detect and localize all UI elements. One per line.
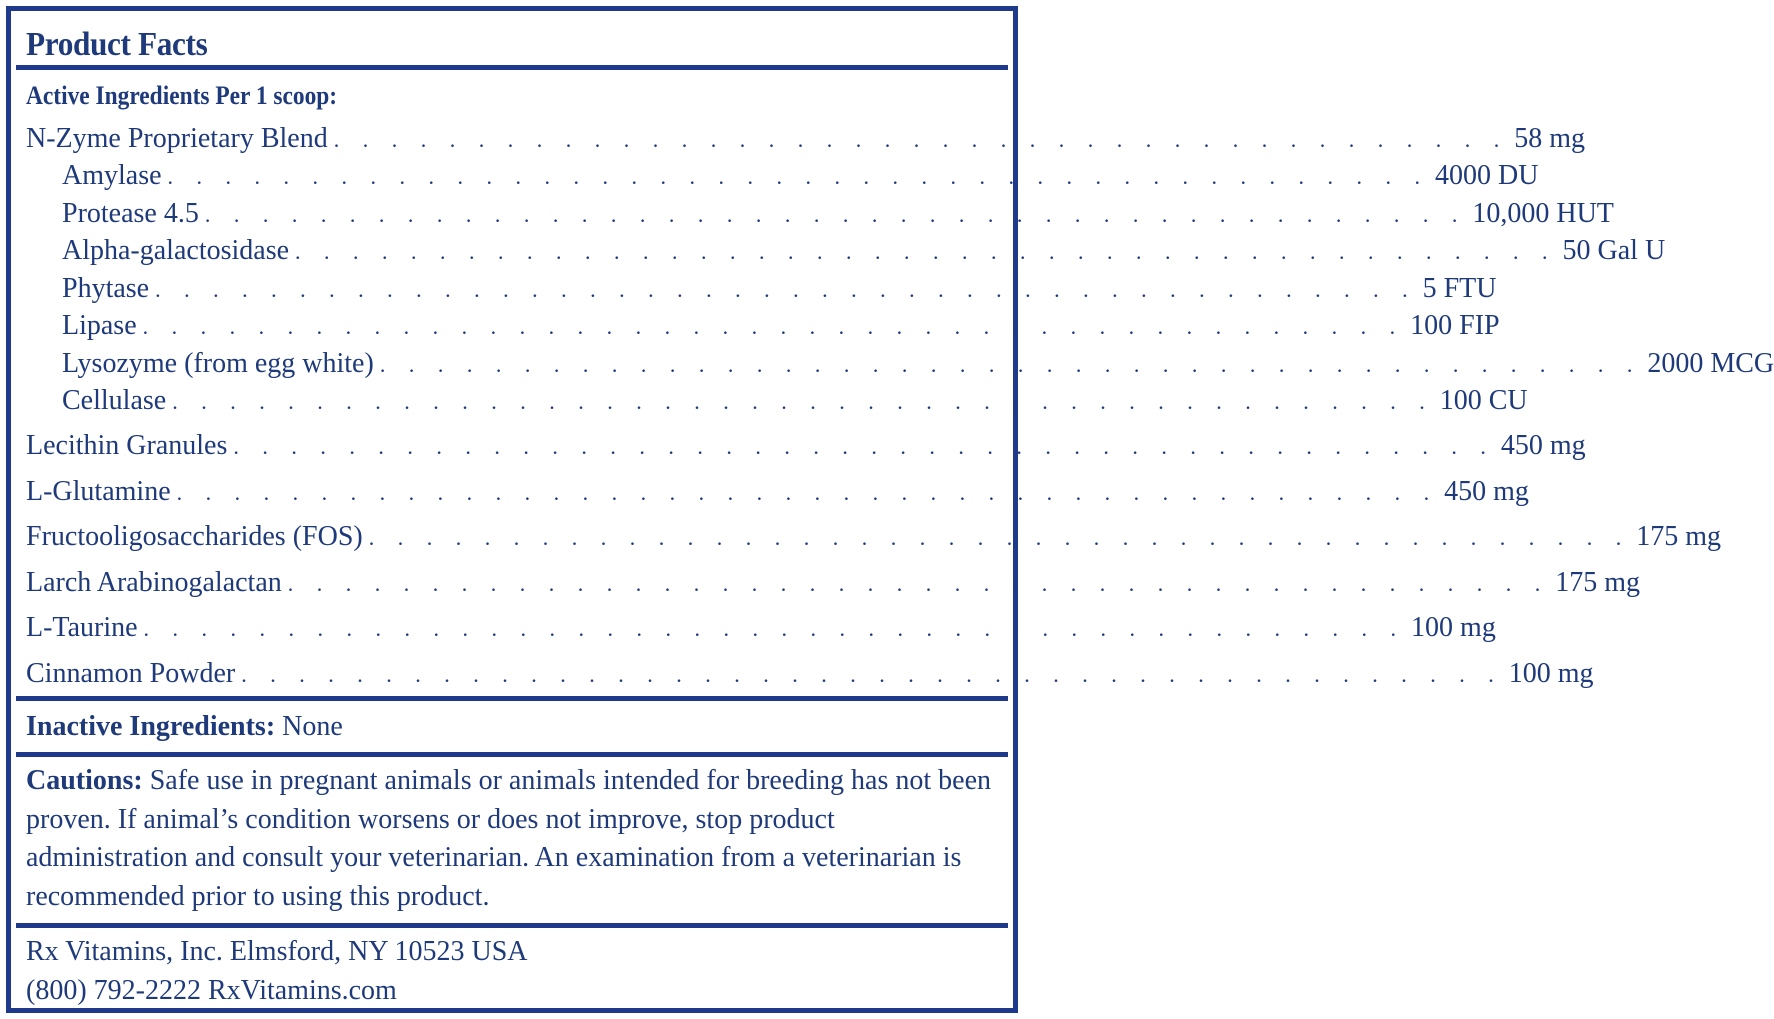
ingredient-row	[26, 657, 1594, 691]
ingredient-name: Phytase	[62, 273, 150, 304]
ingredient-name: N-Zyme Proprietary Blend	[26, 123, 328, 154]
company-contact: (800) 792-2222 RxVitamins.com	[26, 975, 397, 1006]
leader-dots: . . . . . . . . . . . . . . . . . . . . . . . . . . . . . . . . . . . . . . . . . . . .	[172, 389, 1434, 414]
leader-dots: . . . . . . . . . . . . . . . . . . . . . . . . . . . . . . . . . . . . . . . . . . . .	[167, 164, 1430, 189]
cautions-rule	[16, 923, 1008, 928]
ingredient-name: Lecithin Granules	[26, 430, 228, 461]
ingredient-row	[62, 159, 1539, 193]
ingredient-name: Alpha-galactosidase	[62, 235, 290, 266]
leader-dots: . . . . . . . . . . . . . . . . . . . . . . . . . . . . . . . . . . . . . . . . . . . .	[287, 571, 1550, 596]
ingredient-amount: 58 mg	[1514, 123, 1585, 154]
ingredient-row	[26, 520, 1721, 554]
leader-dots: . . . . . . . . . . . . . . . . . . . . . . . . . . . . . . . . . . . . . . . . . . . .	[379, 352, 1642, 377]
leader-dots: . . . . . . . . . . . . . . . . . . . . . . . . . . . . . . . . . . . . . . . . . . . .	[233, 434, 1495, 459]
leader-dots: . . . . . . . . . . . . . . . . . . . . . . . . . . . . . . . . . . . . . . . . . . . .	[176, 480, 1439, 505]
ingredient-name: Lipase	[62, 310, 137, 341]
leader-dots: . . . . . . . . . . . . . . . . . . . . . . . . . . . . . . . . . . . . . . . . . . . .	[241, 662, 1503, 687]
ingredient-amount: 4000 DU	[1435, 160, 1539, 191]
leader-dots: . . . . . . . . . . . . . . . . . . . . . . . . . . . . . . . . . . . . . . . . . . . .	[155, 277, 1417, 302]
leader-dots: . . . . . . . . . . . . . . . . . . . . . . . . . . . . . . . . . . . . . . . . . . . .	[368, 525, 1631, 550]
ingredient-name: Lysozyme (from egg white)	[62, 348, 374, 379]
ingredient-row	[26, 566, 1641, 600]
ingredient-amount: 100 FIP	[1410, 310, 1500, 341]
ingredient-row	[62, 347, 1774, 381]
ingredient-row	[26, 122, 1585, 156]
ingredient-amount: 50 Gal U	[1562, 235, 1666, 266]
cautions-text: Safe use in pregnant animals or animals intended for breeding has not been proven. If animal’s condition worsens or does not improve, stop product administration and consult your veterinarian. An examination from a veterinarian is recommended prior to using this product.	[26, 765, 992, 912]
ingredient-amount: 175 mg	[1636, 521, 1721, 552]
ingredient-amount: 450 mg	[1444, 476, 1529, 507]
title-rule	[16, 65, 1008, 70]
cautions-label: Cautions:	[26, 765, 143, 796]
inactive-label: Inactive Ingredients:	[26, 711, 276, 742]
ingredient-name: Amylase	[62, 160, 162, 191]
panel-title: Product Facts	[26, 26, 208, 63]
ingredient-amount: 100 CU	[1439, 385, 1528, 416]
ingredient-name: Fructooligosaccharides (FOS)	[26, 521, 363, 552]
ingredient-name: Cellulase	[62, 385, 167, 416]
leader-dots: . . . . . . . . . . . . . . . . . . . . . . . . . . . . . . . . . . . . . . . . . . . .	[143, 616, 1406, 641]
ingredient-row	[26, 475, 1529, 509]
ingredient-amount: 450 mg	[1500, 430, 1586, 461]
inactive-rule	[16, 752, 1008, 757]
ingredient-amount: 5 FTU	[1422, 273, 1497, 304]
ingredient-row	[62, 234, 1666, 268]
ingredient-row	[62, 197, 1614, 231]
leader-dots: . . . . . . . . . . . . . . . . . . . . . . . . . . . . . . . . . . . . . . . . . . . .	[142, 314, 1405, 339]
ingredient-amount: 10,000 HUT	[1472, 198, 1614, 229]
leader-dots: . . . . . . . . . . . . . . . . . . . . . . . . . . . . . . . . . . . . . . . . .	[333, 127, 1509, 152]
ingredient-row	[62, 384, 1528, 418]
cautions-section	[26, 762, 1001, 916]
ingredient-name: L-Glutamine	[26, 476, 171, 507]
ingredient-row	[26, 429, 1586, 463]
ingredient-amount: 2000 MCG	[1647, 348, 1774, 379]
leader-dots: . . . . . . . . . . . . . . . . . . . . . . . . . . . . . . . . . . . . . . . . . . . .	[295, 239, 1557, 264]
inactive-ingredients-text	[26, 708, 343, 746]
leader-dots: . . . . . . . . . . . . . . . . . . . . . . . . . . . . . . . . . . . . . . . . . . . .	[204, 202, 1467, 227]
ingredient-row	[62, 309, 1500, 343]
ingredient-name: Larch Arabinogalactan	[26, 567, 282, 598]
ingredient-amount: 175 mg	[1555, 567, 1641, 598]
ingredients-rule	[16, 696, 1008, 701]
ingredient-name: Protease 4.5	[62, 198, 199, 229]
ingredient-amount: 100 mg	[1508, 658, 1594, 689]
inactive-value: None	[282, 711, 343, 742]
ingredient-name: L-Taurine	[26, 612, 138, 643]
active-ingredients-heading: Active Ingredients Per 1 scoop:	[26, 81, 338, 110]
inactive-ingredients	[26, 708, 1001, 746]
ingredient-amount: 100 mg	[1411, 612, 1496, 643]
product-facts-panel	[6, 6, 1774, 1013]
company-info	[26, 932, 1001, 1010]
ingredient-row	[62, 272, 1497, 306]
ingredient-name: Cinnamon Powder	[26, 658, 236, 689]
company-address: Rx Vitamins, Inc. Elmsford, NY 10523 USA	[26, 936, 528, 967]
ingredient-row	[26, 611, 1496, 645]
